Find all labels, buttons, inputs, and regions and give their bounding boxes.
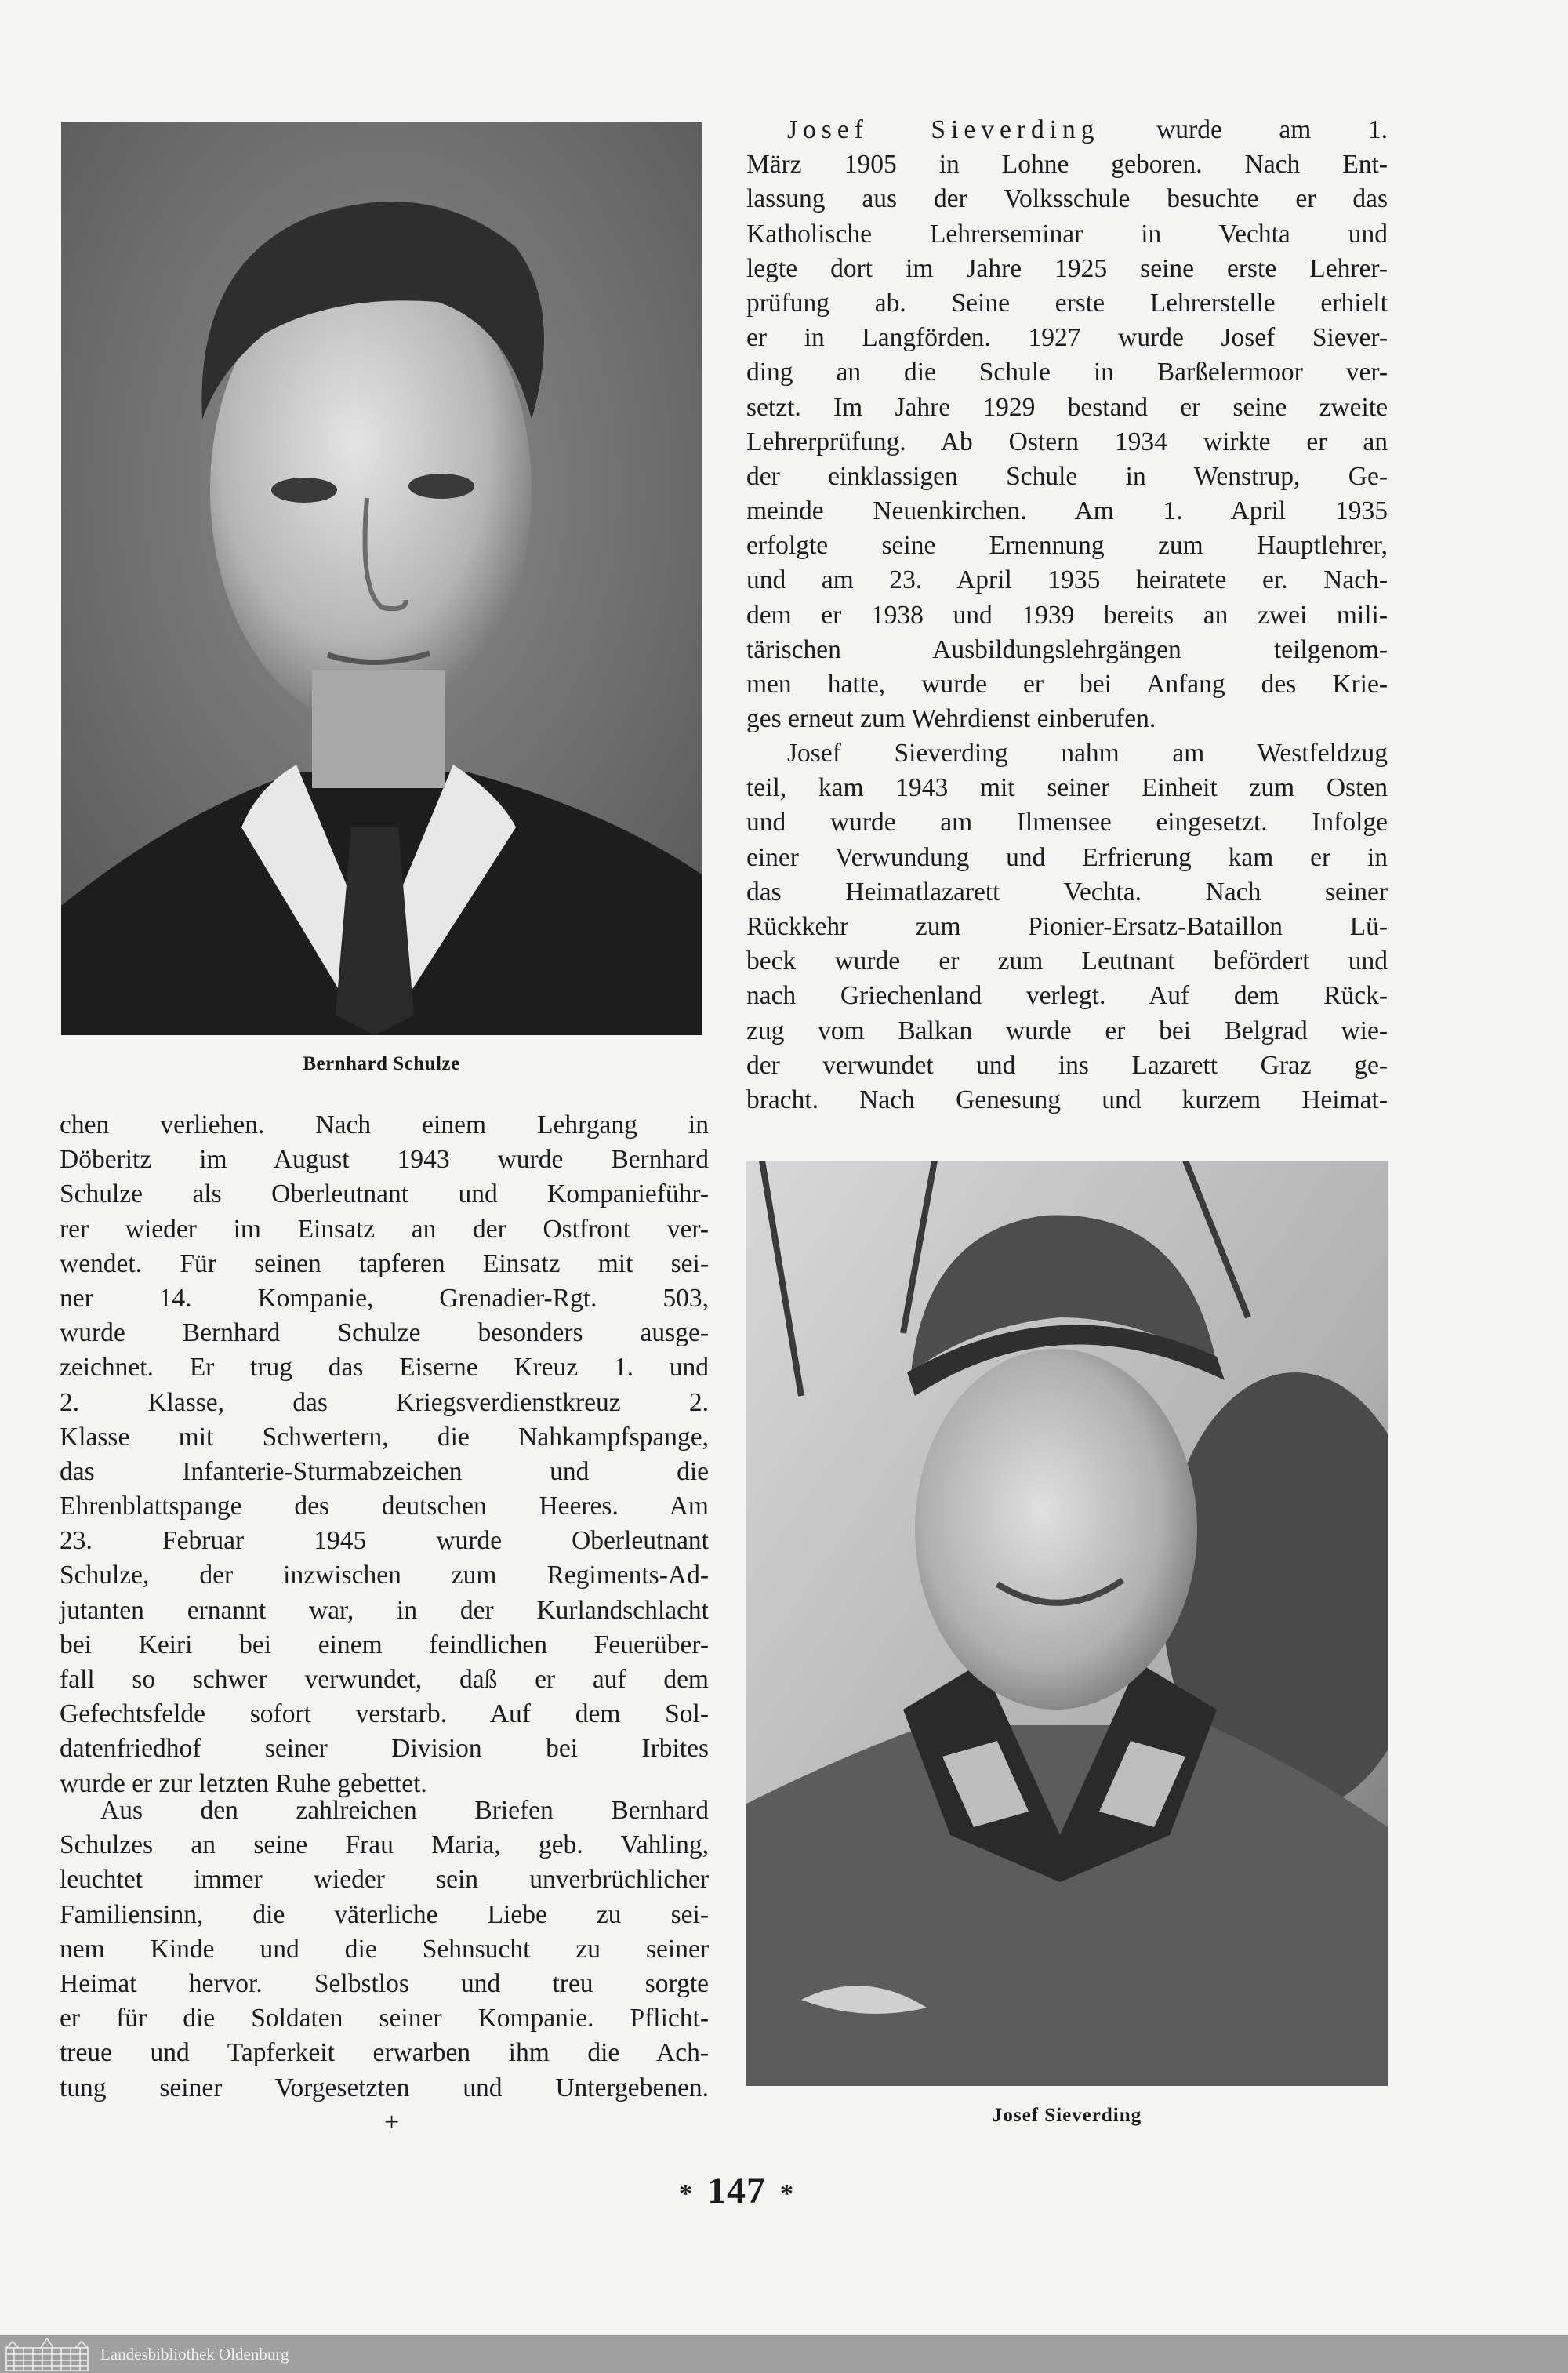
text-line: Schulze als Oberleutnant und Kompanieführ- xyxy=(60,1179,709,1209)
library-name: Landesbibliothek Oldenburg xyxy=(100,2344,289,2364)
text-line: einer Verwundung und Erfrierung kam er in xyxy=(746,842,1388,872)
text-line: lassung aus der Volksschule besuchte er das xyxy=(746,184,1388,214)
text-line: Lehrerprüfung. Ab Ostern 1934 wirkte er an xyxy=(746,427,1388,456)
text-line: Josef Sieverding wurde am 1. xyxy=(787,115,1388,144)
article-paragraph-josef-sieverding-military xyxy=(746,736,1388,1117)
text-line: tung seiner Vorgesetzten und Untergebenen. xyxy=(60,2073,709,2102)
text-line: das Infanterie-Sturmabzeichen und die xyxy=(60,1456,709,1486)
text-line: bracht. Nach Genesung und kurzem Heimat- xyxy=(746,1085,1388,1114)
text-line: Schulze, der inzwischen zum Regiments-Ad- xyxy=(60,1561,709,1590)
text-line: teil, kam 1943 mit seiner Einheit zum Osten xyxy=(746,773,1388,803)
lead-name: Josef Sieverding xyxy=(787,115,1100,144)
article-paragraph-bernhard-schulze-military xyxy=(60,1108,709,1801)
text-line: Klasse mit Schwertern, die Nahkampfspange, xyxy=(60,1422,709,1452)
text-line: erfolgte seine Ernennung zum Hauptlehrer, xyxy=(746,531,1388,561)
text-line: März 1905 in Lohne geboren. Nach Ent- xyxy=(746,150,1388,180)
text-line: der verwundet und ins Lazarett Graz ge- xyxy=(746,1050,1388,1080)
text-line: prüfung ab. Seine erste Lehrerstelle erhielt xyxy=(746,288,1388,318)
text-line: und am 23. April 1935 heiratete er. Nach- xyxy=(746,565,1388,595)
text-line: Döberitz im August 1943 wurde Bernhard xyxy=(60,1145,709,1175)
end-mark-cross: + xyxy=(384,2108,400,2137)
text-line: er für die Soldaten seiner Kompanie. Pflicht- xyxy=(60,2004,709,2033)
photo-caption-josef-sieverding: Josef Sieverding xyxy=(992,2105,1142,2126)
text-line: Familiensinn, die väterliche Liebe zu sei- xyxy=(60,1899,709,1929)
text-line: 2. Klasse, das Kriegsverdienstkreuz 2. xyxy=(60,1387,709,1417)
text-line: ding an die Schule in Barßelermoor ver- xyxy=(746,358,1388,387)
text-line: der einklassigen Schule in Wenstrup, Ge- xyxy=(746,461,1388,491)
text-line: bei Keiri bei einem feindlichen Feuerüber- xyxy=(60,1630,709,1659)
page-number-value: 147 xyxy=(707,2170,766,2211)
page-number xyxy=(665,2169,808,2212)
text-line: legte dort im Jahre 1925 seine erste Lehrer- xyxy=(746,253,1388,283)
text-line: ner 14. Kompanie, Grenadier-Rgt. 503, xyxy=(60,1283,709,1313)
text-line: jutanten ernannt war, in der Kurlandschlacht xyxy=(60,1595,709,1625)
library-footer-bar xyxy=(0,2335,1568,2373)
text-line: Rückkehr zum Pionier-Ersatz-Bataillon Lü- xyxy=(746,911,1388,941)
text-line: wurde Bernhard Schulze besonders ausge- xyxy=(60,1318,709,1348)
article-paragraph-josef-sieverding-biography xyxy=(746,113,1388,736)
text-line: 23. Februar 1945 wurde Oberleutnant xyxy=(60,1526,709,1556)
text-line: men hatte, wurde er bei Anfang des Krie- xyxy=(746,670,1388,699)
photo-caption-bernhard-schulze: Bernhard Schulze xyxy=(303,1053,460,1074)
text-line: tärischen Ausbildungslehrgängen teilgenom- xyxy=(746,634,1388,664)
text-line: Katholische Lehrerseminar in Vechta und xyxy=(746,219,1388,249)
text-line: das Heimatlazarett Vechta. Nach seiner xyxy=(746,877,1388,907)
text-line: und wurde am Ilmensee eingesetzt. Infolge xyxy=(746,808,1388,838)
text-line: leuchtet immer wieder sein unverbrüchlicher xyxy=(60,1865,709,1895)
text-line: datenfriedhof seiner Division bei Irbites xyxy=(60,1734,709,1764)
portrait-image xyxy=(746,1161,1388,2086)
text-line: meinde Neuenkirchen. Am 1. April 1935 xyxy=(746,496,1388,526)
text-line: setzt. Im Jahre 1929 bestand er seine zweite xyxy=(746,392,1388,422)
text-line: ges erneut zum Wehrdienst einberufen. xyxy=(746,704,1156,734)
text-line: fall so schwer verwundet, daß er auf dem xyxy=(60,1665,709,1694)
star-ornament-icon: * xyxy=(679,2179,693,2208)
text-line: wendet. Für seinen tapferen Einsatz mit sei- xyxy=(60,1248,709,1278)
text-line: rer wieder im Einsatz an der Ostfront ver- xyxy=(60,1214,709,1244)
text-line: chen verliehen. Nach einem Lehrgang in xyxy=(60,1110,709,1139)
text-line: treue und Tapferkeit erwarben ihm die Ach- xyxy=(60,2038,709,2068)
text-line: Gefechtsfelde sofort verstarb. Auf dem Sol- xyxy=(60,1699,709,1729)
portrait-photo-bernhard-schulze xyxy=(61,122,702,1035)
portrait-image xyxy=(61,122,702,1035)
text-line: Aus den zahlreichen Briefen Bernhard xyxy=(100,1796,709,1825)
text-line: nem Kinde und die Sehnsucht zu seiner xyxy=(60,1934,709,1964)
portrait-photo-josef-sieverding xyxy=(746,1161,1388,2086)
library-building-icon xyxy=(5,2337,89,2371)
text-line: Schulzes an seine Frau Maria, geb. Vahling, xyxy=(60,1830,709,1860)
article-paragraph-bernhard-schulze-letters xyxy=(60,1793,709,2106)
text-line: nach Griechenland verlegt. Auf dem Rück- xyxy=(746,981,1388,1011)
text-line: Josef Sieverding nahm am Westfeldzug xyxy=(787,739,1388,768)
star-ornament-icon: * xyxy=(780,2179,794,2208)
text-line: er in Langförden. 1927 wurde Josef Siever- xyxy=(746,323,1388,353)
text-line: wurde er zur letzten Ruhe gebettet. xyxy=(60,1768,427,1798)
text-line: Heimat hervor. Selbstlos und treu sorgte xyxy=(60,1968,709,1998)
text-line: dem er 1938 und 1939 bereits an zwei mili- xyxy=(746,600,1388,630)
text-line: beck wurde er zum Leutnant befördert und xyxy=(746,947,1388,976)
text-line: zeichnet. Er trug das Eiserne Kreuz 1. und xyxy=(60,1353,709,1383)
text-line: zug vom Balkan wurde er bei Belgrad wie- xyxy=(746,1016,1388,1045)
text-line: Ehrenblattspange des deutschen Heeres. Am xyxy=(60,1492,709,1521)
